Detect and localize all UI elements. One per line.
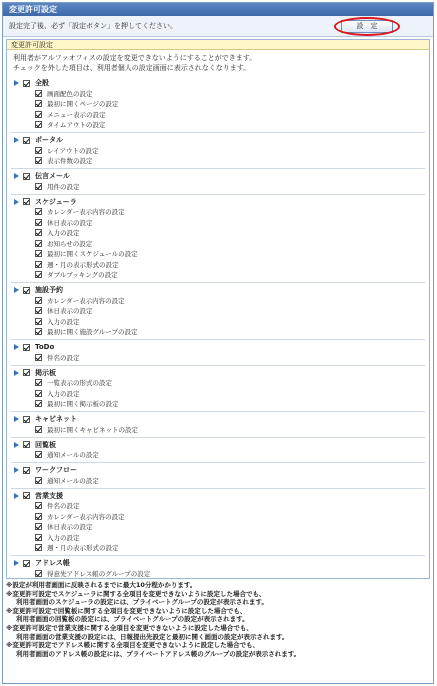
item-label: 週・月の表示形式の設定	[47, 260, 119, 269]
permission-item	[11, 228, 425, 239]
item-label: メニュー表示の設定	[47, 110, 106, 119]
item-checkbox[interactable]	[35, 261, 42, 268]
item-checkbox[interactable]	[35, 183, 42, 190]
group-header	[11, 171, 425, 181]
item-checkbox[interactable]	[35, 100, 42, 107]
item-checkbox[interactable]	[35, 111, 42, 118]
item-checkbox[interactable]	[35, 513, 42, 520]
group-header	[11, 368, 425, 378]
group-checkbox[interactable]	[23, 173, 30, 180]
expand-triangle-icon[interactable]	[14, 560, 19, 566]
item-label: 最初に開くキャビネットの設定	[47, 425, 138, 434]
permission-item	[11, 306, 425, 317]
group-header	[11, 465, 425, 475]
permission-item	[11, 475, 425, 486]
group-header	[11, 558, 425, 568]
expand-triangle-icon[interactable]	[14, 199, 19, 205]
permission-item	[11, 327, 425, 338]
settings-window	[2, 2, 434, 684]
item-label: 最初に開くページの設定	[47, 100, 119, 109]
item-checkbox[interactable]	[35, 271, 42, 278]
permission-item	[11, 501, 425, 512]
permission-item	[11, 388, 425, 399]
item-checkbox[interactable]	[35, 390, 42, 397]
group-name: 掲示板	[35, 368, 56, 377]
group-header	[11, 440, 425, 450]
instruction-text: 設定完了後、必ず「設定ボタン」を押してください。	[9, 22, 177, 30]
note-line: ※変更許可設定で営業支援に関する全項目を変更できないように設定した場合でも、	[6, 623, 253, 632]
expand-triangle-icon[interactable]	[14, 493, 19, 499]
permission-item	[11, 543, 425, 554]
group-name: ポータル	[35, 136, 63, 144]
group-checkbox[interactable]	[23, 560, 30, 567]
permission-item	[11, 316, 425, 327]
item-label: 用件の設定	[47, 182, 80, 191]
item-label: 件名の設定	[47, 353, 80, 362]
notes-section	[6, 581, 434, 658]
panel-heading: 変更許可設定	[7, 40, 429, 50]
permission-group	[11, 463, 425, 489]
group-name: キャビネット	[35, 415, 77, 423]
note-line: 利用者画面のアドレス帳の設定には、プライベートアドレス帳のグループの設定が表示されます。	[16, 649, 301, 658]
group-name: ワークフロー	[35, 466, 77, 474]
group-checkbox[interactable]	[23, 80, 30, 87]
note-line: ※変更許可設定でスケジューラに関する全項目を変更できないように設定した場合でも、	[6, 589, 266, 598]
permission-item	[11, 181, 425, 192]
group-checkbox[interactable]	[23, 369, 30, 376]
group-header	[11, 197, 425, 207]
item-label: 入力の設定	[47, 229, 80, 238]
permission-groups	[7, 73, 429, 579]
item-label: 休日表示の設定	[47, 523, 93, 532]
permission-item	[11, 207, 425, 218]
item-checkbox[interactable]	[35, 318, 42, 325]
group-name: 施設予約	[35, 286, 63, 294]
permission-item	[11, 217, 425, 228]
permission-item	[11, 399, 425, 410]
item-label: 入力の設定	[47, 533, 80, 542]
note-line: 利用者画面の営業支援の設定には、日報提出先設定と最初に開く画面の設定が表示されます。	[16, 632, 289, 641]
expand-triangle-icon[interactable]	[14, 80, 19, 86]
item-label: カレンダー表示内容の設定	[47, 512, 125, 521]
group-checkbox[interactable]	[23, 467, 30, 474]
item-label: 一覧表示の形式の設定	[47, 379, 112, 388]
item-label: 通知メールの設定	[47, 451, 99, 460]
group-name: 回覧板	[35, 440, 56, 449]
permission-group	[11, 195, 425, 284]
permission-item	[11, 568, 425, 579]
item-label: タイムアウトの設定	[47, 121, 106, 130]
group-name: 営業支援	[35, 491, 63, 500]
note-line: ※変更許可設定でアドレス帳に関する全項目を変更できないように設定した場合でも、	[6, 641, 260, 650]
item-checkbox[interactable]	[35, 379, 42, 386]
item-checkbox[interactable]	[35, 121, 42, 128]
permission-item	[11, 532, 425, 543]
note-line: ※変更許可設定で回覧板に関する全項目を変更できないように設定した場合でも、	[6, 606, 247, 615]
item-label: 最初に開くスケジュールの設定	[47, 250, 138, 259]
item-checkbox[interactable]	[35, 240, 42, 247]
item-checkbox[interactable]	[35, 229, 42, 236]
permission-group	[11, 366, 425, 413]
permission-item	[11, 450, 425, 461]
item-checkbox[interactable]	[35, 157, 42, 164]
note-line: 利用者画面の回覧板の設定には、プライベートグループの設定が表示されます。	[16, 615, 249, 624]
group-checkbox[interactable]	[23, 416, 30, 423]
group-header	[11, 135, 425, 145]
permission-item	[11, 99, 425, 110]
permission-item	[11, 424, 425, 435]
item-checkbox[interactable]	[35, 219, 42, 226]
permission-item	[11, 378, 425, 389]
item-checkbox[interactable]	[35, 297, 42, 304]
item-label: カレンダー表示内容の設定	[47, 296, 125, 305]
description-line-2: チェックを外した項目は、利用者個人の設定画面に表示されなくなります。	[13, 64, 251, 72]
permission-item	[11, 270, 425, 281]
permission-item	[11, 249, 425, 260]
permission-item	[11, 109, 425, 120]
permission-group	[11, 133, 425, 169]
permission-item	[11, 238, 425, 249]
group-checkbox[interactable]	[23, 198, 30, 205]
description-line-1: 利用者がアルファオフィスの設定を変更できないようにすることができます。	[13, 54, 257, 62]
group-name: ToDo	[35, 343, 55, 351]
permission-item	[11, 156, 425, 167]
window-title: 変更許可設定	[3, 3, 433, 16]
item-checkbox[interactable]	[35, 523, 42, 530]
instruction-bar	[3, 16, 433, 37]
item-checkbox[interactable]	[35, 307, 42, 314]
group-header	[11, 78, 425, 88]
item-checkbox[interactable]	[35, 354, 42, 361]
item-label: 表示件数の設定	[47, 157, 93, 166]
expand-triangle-icon[interactable]	[14, 173, 19, 179]
item-checkbox[interactable]	[35, 477, 42, 484]
expand-triangle-icon[interactable]	[14, 137, 19, 143]
item-checkbox[interactable]	[35, 534, 42, 541]
item-checkbox[interactable]	[35, 208, 42, 215]
permission-group	[11, 76, 425, 133]
permission-item	[11, 120, 425, 131]
expand-triangle-icon[interactable]	[14, 370, 19, 376]
permission-item	[11, 295, 425, 306]
permission-group	[11, 283, 425, 340]
item-checkbox[interactable]	[35, 400, 42, 407]
item-label: レイアウトの設定	[47, 146, 99, 155]
permission-item	[11, 259, 425, 270]
item-checkbox[interactable]	[35, 426, 42, 433]
item-label: お知らせの設定	[47, 239, 93, 248]
item-label: 週・月の表示形式の設定	[47, 544, 119, 553]
item-checkbox[interactable]	[35, 570, 42, 577]
item-label: 入力の設定	[47, 317, 80, 326]
expand-triangle-icon[interactable]	[14, 416, 19, 422]
permission-group	[11, 489, 425, 557]
item-checkbox[interactable]	[35, 147, 42, 154]
note-line: 利用者画面のスケジューラの設定には、プライベートグループの設定が表示されます。	[16, 598, 268, 607]
group-header	[11, 342, 425, 352]
expand-triangle-icon[interactable]	[14, 467, 19, 473]
group-checkbox[interactable]	[23, 492, 30, 499]
group-checkbox[interactable]	[23, 441, 30, 448]
item-checkbox[interactable]	[35, 90, 42, 97]
item-checkbox[interactable]	[35, 502, 42, 509]
group-checkbox[interactable]	[23, 344, 30, 351]
group-checkbox[interactable]	[23, 287, 30, 294]
permission-item	[11, 352, 425, 363]
group-name: 伝言メール	[35, 172, 70, 180]
group-name: 全般	[35, 79, 49, 87]
expand-triangle-icon[interactable]	[14, 442, 19, 448]
item-checkbox[interactable]	[35, 250, 42, 257]
item-label: カレンダー表示内容の設定	[47, 208, 125, 217]
item-label: 休日表示の設定	[47, 307, 93, 316]
panel-description	[7, 50, 429, 73]
item-label: 休日表示の設定	[47, 218, 93, 227]
item-label: 画面配色の設定	[47, 89, 93, 98]
group-header	[11, 285, 425, 295]
permission-item	[11, 88, 425, 99]
group-name: スケジューラ	[35, 197, 77, 206]
expand-triangle-icon[interactable]	[14, 287, 19, 293]
permission-group	[11, 556, 425, 579]
item-label: 最初に開く施設グループの設定	[47, 328, 138, 337]
permission-item	[11, 511, 425, 522]
permission-panel	[6, 39, 430, 579]
group-checkbox[interactable]	[23, 137, 30, 144]
item-checkbox[interactable]	[35, 328, 42, 335]
group-name: アドレス帳	[35, 559, 70, 567]
group-header	[11, 491, 425, 501]
item-label: ダブルブッキングの設定	[47, 271, 118, 280]
item-checkbox[interactable]	[35, 544, 42, 551]
permission-group	[11, 412, 425, 438]
item-label: 件名の設定	[47, 502, 80, 511]
permission-item	[11, 145, 425, 156]
permission-group	[11, 438, 425, 464]
permission-group	[11, 340, 425, 366]
item-label: 最初に開く掲示板の設定	[47, 400, 119, 409]
expand-triangle-icon[interactable]	[14, 344, 19, 350]
group-header	[11, 414, 425, 424]
permission-group	[11, 169, 425, 195]
item-label: 入力の設定	[47, 389, 80, 398]
set-button[interactable]: 設 定	[341, 20, 393, 33]
note-line: ※設定が利用者画面に反映されるまでに最大10分程かかります。	[6, 581, 197, 589]
item-label: 通知メールの設定	[47, 476, 99, 485]
item-label: 得意先アドレス帳のグループの設定	[47, 569, 151, 578]
permission-item	[11, 522, 425, 533]
item-checkbox[interactable]	[35, 451, 42, 458]
